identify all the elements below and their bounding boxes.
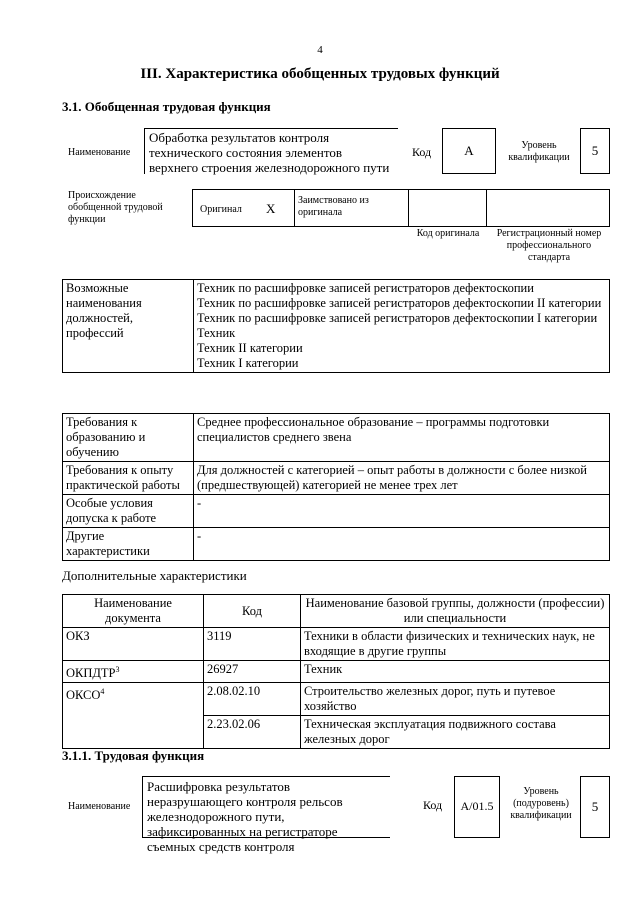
origin-reg-number-label: Регистрационный номер профессионального стандарта (496, 228, 602, 263)
tf-level-value: 5 (591, 799, 599, 814)
gtf-level-value: 5 (591, 143, 599, 158)
subsection-title: 3.1. Обобщенная трудовая функция (62, 99, 271, 114)
header-group: Наименование базовой группы, должности (профессии) или специальности (301, 595, 610, 628)
positions-label: Возможные наименования должностей, профессий (63, 280, 194, 373)
row-doc: ОКПДТР$^3$ (63, 661, 204, 683)
req-education-label: Требования к образованию и обучению (63, 414, 194, 462)
position-item: Техник по расшифровке записей регистраторов дефектоскопии II категории (197, 296, 602, 310)
origin-original-label: Оригинал (200, 204, 242, 215)
tf-code-label: Код (423, 798, 443, 812)
positions-list (194, 280, 610, 373)
req-education-value: Среднее профессиональное образование – программы подготовки специалистов среднего звена (194, 414, 610, 462)
gtf-code-label: Код (412, 145, 432, 159)
origin-code-label: Код оригинала (416, 228, 480, 239)
additional-table (62, 594, 610, 749)
req-experience-label: Требования к опыту практической работы (63, 462, 194, 495)
row-code: 2.23.02.06 (204, 716, 301, 749)
row-name: Техническая эксплуатация подвижного состава железных дорог (301, 716, 610, 749)
position-item: Техник (197, 326, 236, 340)
header-code: Код (204, 595, 301, 628)
header-document: Наименование документа (63, 595, 204, 628)
position-item: Техник II категории (197, 341, 303, 355)
gtf-code-value: А (464, 143, 474, 158)
gtf-level-box (580, 128, 610, 174)
row-doc: ОКСО$^4$ (63, 683, 204, 749)
position-item: Техник по расшифровке записей регистраторов дефектоскопии (197, 281, 534, 295)
gtf-level-label: Уровень квалификации (508, 140, 570, 163)
origin-borrowed-label: Заимствовано из оригинала (298, 195, 369, 218)
row-code: 26927 (204, 661, 301, 683)
gtf-code-box (442, 128, 496, 174)
position-item: Техник по расшифровке записей регистраторов дефектоскопии I категории (197, 311, 598, 325)
tf-title: 3.1.1. Трудовая функция (62, 748, 205, 763)
additional-title: Дополнительные характеристики (62, 568, 247, 583)
requirements-table (62, 413, 610, 561)
tf-name-value: Расшифровка результатов неразрушающего контроля рельсов железнодорожного пути, зафиксированных на регистраторе съемных средств контроля (142, 776, 390, 838)
req-special-value: - (194, 495, 610, 528)
tf-level-label: Уровень (подуровень) квалификации (510, 786, 572, 821)
row-code: 2.08.02.10 (204, 683, 301, 716)
section-title: III. Характеристика обобщенных трудовых функций (140, 66, 500, 82)
gtf-name-value: Обработка результатов контроля технического состояния элементов верхнего строения железнодорожного пути (144, 128, 398, 174)
position-item: Техник I категории (197, 356, 299, 370)
row-name: Строительство железных дорог, путь и путевое хозяйство (301, 683, 610, 716)
page-number: 4 (317, 44, 323, 56)
req-other-label: Другие характеристики (63, 528, 194, 561)
origin-label: Происхождение обобщенной трудовой функции (68, 190, 163, 225)
positions-table (62, 279, 610, 373)
tf-name-label: Наименование (68, 801, 131, 812)
req-other-value: - (194, 528, 610, 561)
origin-original-mark: X (266, 201, 276, 216)
row-name: Техники в области физических и технических наук, не входящие в другие группы (301, 628, 610, 661)
row-doc: ОКЗ (63, 628, 204, 661)
row-code: 3119 (204, 628, 301, 661)
req-special-label: Особые условия допуска к работе (63, 495, 194, 528)
gtf-name-label: Наименование (68, 147, 131, 158)
tf-code-box (454, 776, 500, 838)
row-name: Техник (301, 661, 610, 683)
tf-code-value: A/01.5 (460, 799, 494, 813)
tf-level-box (580, 776, 610, 838)
req-experience-value: Для должностей с категорией – опыт работы в должности с более низкой (предшествующей) категорией не менее трех лет (194, 462, 610, 495)
